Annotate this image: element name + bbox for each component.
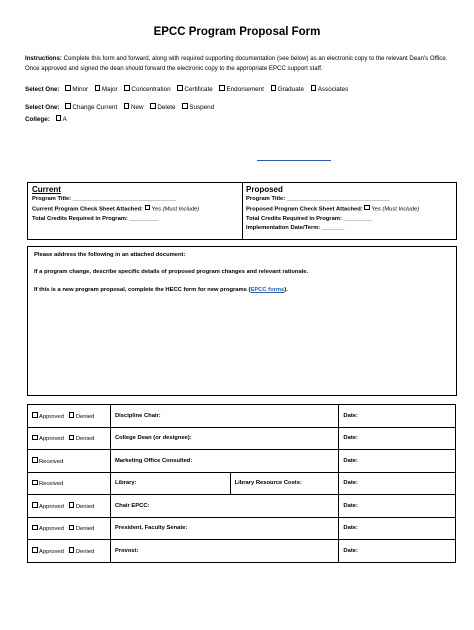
proposed-section: [246, 185, 419, 234]
denied-checkbox[interactable]: Denied: [69, 526, 94, 532]
checkbox-icon[interactable]: [124, 85, 130, 91]
current-proposed-box: [27, 182, 457, 240]
denied-checkbox[interactable]: Denied: [69, 436, 94, 442]
checkbox-icon[interactable]: [32, 412, 38, 418]
signoff-row: [28, 540, 456, 563]
signer-cell[interactable]: President, Faculty Senate:: [110, 517, 338, 540]
denied-checkbox[interactable]: Denied: [69, 504, 94, 510]
instructions-label: Instructions:: [25, 55, 62, 62]
denied-checkbox[interactable]: Denied: [69, 414, 94, 420]
requirements-change: If a program change, describe specific details of proposed program changes and relevant rationale.: [34, 269, 309, 275]
option-suspend[interactable]: Suspend: [182, 104, 214, 111]
date-cell[interactable]: Date:: [339, 405, 456, 428]
approved-checkbox[interactable]: Approved: [32, 526, 64, 532]
checkbox-icon[interactable]: [69, 412, 75, 418]
checkbox-icon[interactable]: [69, 502, 75, 508]
status-cell: [28, 405, 111, 428]
checkbox-icon[interactable]: [32, 480, 38, 486]
signoff-row: [28, 472, 456, 495]
option-certificate[interactable]: Certificate: [177, 86, 212, 93]
current-program-title[interactable]: Program Title: ________________________________: [32, 196, 176, 202]
checkbox-icon[interactable]: [219, 85, 225, 91]
blank-link-underline[interactable]: [257, 160, 331, 161]
checkbox-icon[interactable]: [69, 547, 75, 553]
column-divider: [242, 183, 243, 239]
date-cell[interactable]: Date:: [339, 495, 456, 518]
signer-cell[interactable]: Discipline Chair:: [110, 405, 338, 428]
proposed-implementation-date[interactable]: Implementation Date/Term: _______: [246, 225, 345, 232]
signer-cell[interactable]: Chair EPCC:: [110, 495, 338, 518]
proposed-program-title[interactable]: Program Title: ________________________________: [246, 196, 390, 202]
select-type-row: [25, 85, 353, 93]
signer-cell[interactable]: Library:: [110, 472, 230, 495]
date-cell[interactable]: Date:: [339, 517, 456, 540]
approved-checkbox[interactable]: Approved: [32, 549, 64, 555]
option-new[interactable]: New: [124, 104, 144, 111]
checkbox-icon[interactable]: [271, 85, 277, 91]
select-action-label: Select One:: [25, 103, 60, 111]
signoff-row: [28, 450, 456, 473]
current-section: [32, 185, 199, 224]
signer-cell[interactable]: Provost:: [110, 540, 338, 563]
checkbox-icon[interactable]: [69, 435, 75, 441]
approved-checkbox[interactable]: Approved: [32, 504, 64, 510]
checkbox-icon[interactable]: [311, 85, 317, 91]
date-cell[interactable]: Date:: [339, 427, 456, 450]
option-graduate[interactable]: Graduate: [271, 86, 304, 93]
option-delete[interactable]: Delete: [150, 104, 175, 111]
option-associates[interactable]: Associates: [311, 86, 348, 93]
current-check-sheet: Current Program Check Sheet Attached: Yes (Must Include): [32, 206, 200, 213]
proposed-check-sheet: Proposed Program Check Sheet Attached: Yes (Must Include): [246, 206, 420, 213]
option-minor[interactable]: Minor: [65, 86, 88, 93]
signer-cell[interactable]: College Dean (or designee):: [110, 427, 338, 450]
checkbox-icon[interactable]: [32, 435, 38, 441]
date-cell[interactable]: Date:: [339, 450, 456, 473]
status-cell: [28, 540, 111, 563]
epcc-forms-link[interactable]: EPCC forms: [250, 287, 285, 293]
checkbox-icon[interactable]: [150, 103, 156, 109]
library-resource-costs-cell[interactable]: Library Resource Costs:: [230, 472, 339, 495]
checkbox-icon[interactable]: [177, 85, 183, 91]
status-cell: [28, 427, 111, 450]
form-title: EPCC Program Proposal Form: [153, 26, 321, 38]
proposed-heading: Proposed: [246, 185, 283, 194]
checkbox-icon[interactable]: [65, 103, 71, 109]
denied-checkbox[interactable]: Denied: [69, 549, 94, 555]
checkbox-icon[interactable]: [69, 525, 75, 531]
checkbox-icon[interactable]: [124, 103, 130, 109]
option-college-a[interactable]: A: [56, 116, 67, 123]
status-cell: [28, 517, 111, 540]
instructions: [25, 54, 453, 74]
option-concentration[interactable]: Concentration: [124, 86, 170, 93]
current-total-credits[interactable]: Total Credits Required in Program: _________: [32, 215, 159, 222]
requirements-new: If this is a new program proposal, complete the HECC form for new programs (EPCC forms).: [34, 287, 288, 293]
select-type-label: Select One:: [25, 85, 60, 93]
signoff-row: [28, 405, 456, 428]
approved-checkbox[interactable]: Approved: [32, 414, 64, 420]
college-row: [25, 115, 72, 123]
checkbox-icon[interactable]: [145, 205, 151, 211]
requirements-intro: Please address the following in an attached document:: [34, 252, 186, 258]
checkbox-icon[interactable]: [65, 85, 71, 91]
checkbox-icon[interactable]: [32, 502, 38, 508]
signer-cell[interactable]: Marketing Office Consulted:: [110, 450, 338, 473]
instructions-text: Complete this form and forward, along with required supporting documentation (see below) as an electronic copy to the relevant Dean's Office. Once approved and signed the dean should forward the electronic copy to the appropriate EPCC support staff.: [25, 55, 448, 72]
current-heading: Current: [32, 185, 61, 194]
requirements-box: [27, 246, 457, 396]
status-cell: [28, 450, 111, 473]
checkbox-icon[interactable]: [32, 457, 38, 463]
proposed-total-credits[interactable]: Total Credits Required in Program: _________: [246, 215, 373, 222]
signoff-table: [27, 404, 456, 563]
signoff-row: [28, 517, 456, 540]
signoff-row: [28, 495, 456, 518]
checkbox-icon[interactable]: [182, 103, 188, 109]
date-cell[interactable]: Date:: [339, 540, 456, 563]
checkbox-icon[interactable]: [56, 115, 62, 121]
checkbox-icon[interactable]: [95, 85, 101, 91]
option-major[interactable]: Major: [95, 86, 118, 93]
status-cell: [28, 472, 111, 495]
checkbox-icon[interactable]: [32, 525, 38, 531]
college-label: College:: [25, 115, 50, 123]
checkbox-icon[interactable]: [364, 205, 370, 211]
received-checkbox[interactable]: Received: [32, 459, 63, 465]
approved-checkbox[interactable]: Approved: [32, 436, 64, 442]
status-cell: [28, 495, 111, 518]
received-checkbox[interactable]: Received: [32, 481, 63, 487]
option-endorsement[interactable]: Endorsement: [219, 86, 263, 93]
select-action-row: [25, 103, 219, 111]
signoff-row: [28, 427, 456, 450]
date-cell[interactable]: Date:: [339, 472, 456, 495]
checkbox-icon[interactable]: [32, 547, 38, 553]
option-change-current[interactable]: Change Current: [65, 104, 117, 111]
